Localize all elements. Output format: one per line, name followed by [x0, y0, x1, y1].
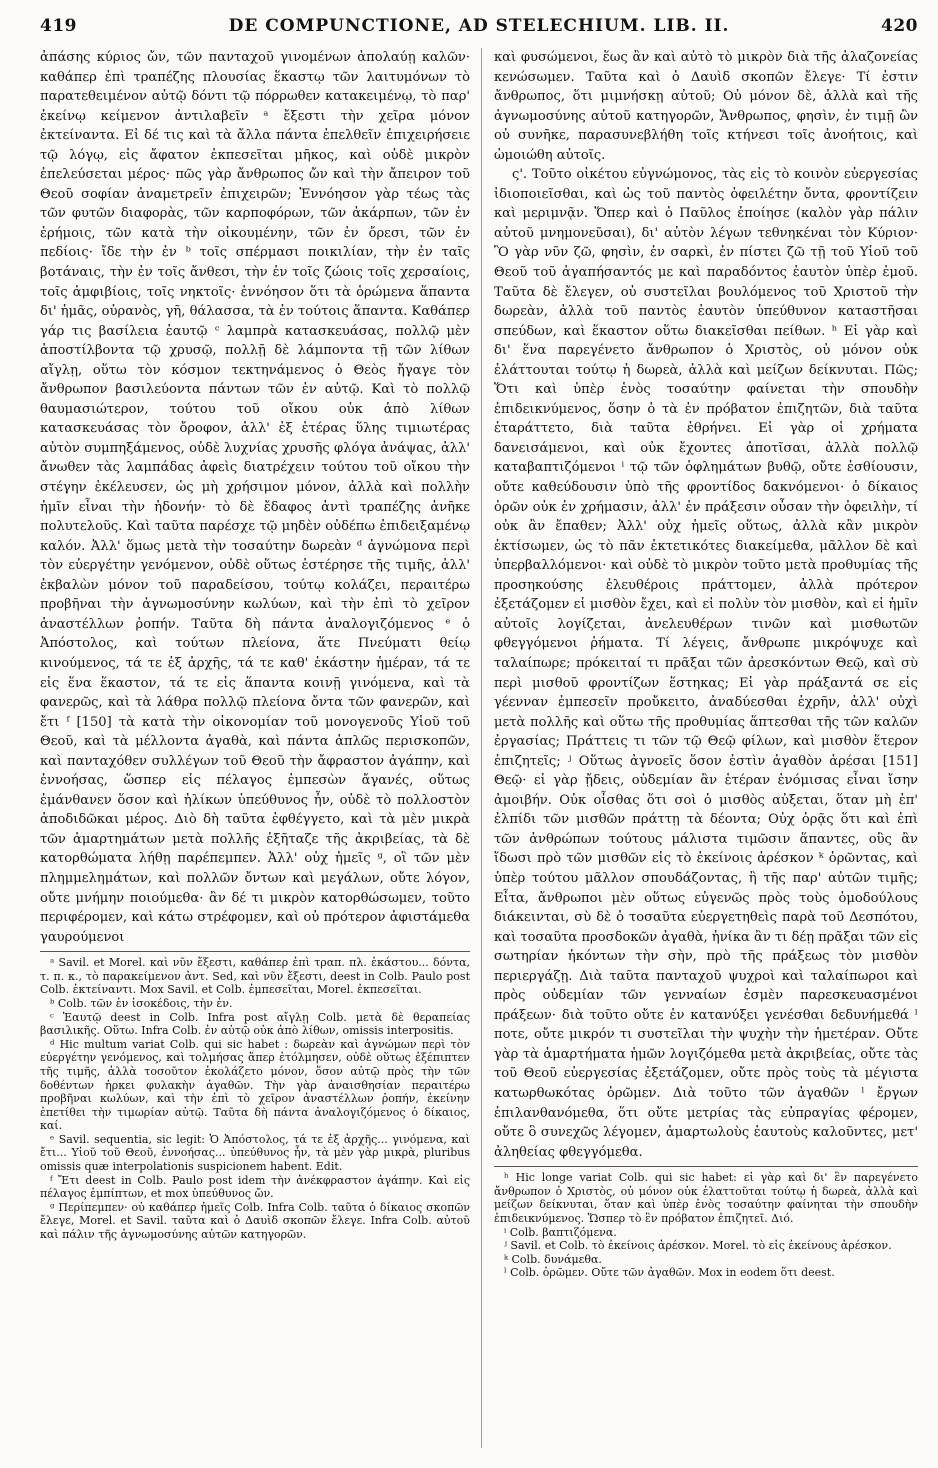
footnote: ʰ Hic longe variat Colb. qui sic habet: εἰ γὰρ καὶ δι' ἓν παρεγένετο ἄνθρωπον ὁ Χριστὸς, οὐ μόνον οὐκ ἐλαττοῦται τούτῳ ἡ δωρεὰ, ἀλλὰ καὶ μείζων δείκνυται, ὅταν καὶ ὑπὲρ ἑνὸς τοσαύτην φαίνηται τὴν σπουδὴν ἐπιδεικνύμενος. Ὥσπερ τὸ ἓν πρόβατον ἐπιζητεῖ. Διό.: [494, 1171, 918, 1225]
running-title: DE COMPUNCTIONE, AD STELECHIUM. LIB. II.: [228, 16, 730, 36]
footnote: ᵏ Colb. δυνάμεθα.: [504, 1252, 602, 1266]
footnote: ᵇ Colb. τῶν ἐν ἰσοκέδοις, τὴν ἐν.: [50, 996, 233, 1010]
footnote-separator: [494, 1166, 918, 1167]
footnote: ᵉ Savil. sequentia, sic legit: Ὁ Ἀπόστολος, τά τε ἐξ ἀρχῆς... γινόμενα, καὶ ἔτι... Υἱοῦ τοῦ Θεοῦ, ἐννοήσας... ὑπεύθυνος ἦν, τὰ μὲν γὰρ μικρὰ, pluribus omissis quæ interpolationis suspicionem habent. Edit.: [40, 1132, 470, 1174]
footnote: ᶜ Ἑαυτῷ deest in Colb. Infra post αἴγλῃ Colb. μετὰ δὲ θεραπείας βασιλικῆς. Οὕτω. Infra Colb. ἐν αὐτῷ οὐκ ἀπὸ λίθων, omissis interpositis.: [40, 1010, 470, 1038]
footnote: ᶠ Ἔτι deest in Colb. Paulo post idem τὴν ἀνέκφραστον ἀγάπην. Καὶ εἰς πέλαγος ἐμπίπτων, et mox ὑπεύθυνος ὤν.: [40, 1173, 470, 1201]
footnote: ⁱ Colb. βαπτιζόμενα.: [504, 1225, 617, 1239]
footnote: ʲ Savil. et Colb. τὸ ἐκείνοις ἀρέσκον. Morel. τὸ εἰς ἐκείνους ἀρέσκον.: [504, 1239, 892, 1253]
footnote: ˡ Colb. ὁρῶμεν. Οὔτε τῶν ἀγαθῶν. Mox in eodem ὅτι deest.: [504, 1266, 835, 1280]
page-number-left: 419: [40, 16, 77, 36]
left-footnotes: [40, 956, 470, 1241]
running-header: [40, 16, 918, 42]
footnote: ᵃ Savil. et Morel. καὶ νῦν ἔξεστι, καθάπερ ἐπὶ τραπ. πλ. ἑκάστου... δόντα, τ. π. κ., τὸ παρακείμενον ἀντ. Sed, καὶ νῦν ἔξεστι, deest in Colb. Paulo post Colb. ἐκτείναντι. Mox Savil. et Colb. ἐμπεσεῖται, Morel. ἐκπεσεῖται.: [40, 956, 470, 997]
column-divider: [481, 48, 482, 1448]
right-paragraph: καὶ φυσώμενοι, ἕως ἂν καὶ αὐτὸ τὸ μικρὸν διὰ τῆς ἀλαζονείας κενώσωμεν. Ταῦτα καὶ ὁ Δαυὶδ σκοπῶν ἔλεγε· Τί ἐστιν ἄνθρωπος, ὅτι μιμνήσκῃ αὐτοῦ; Οὐ μόνον δὲ, ἀλλὰ καὶ τῆς ἀγνωμοσύνης αὐτοῦ κατηγορῶν, Ἄνθρωπος, φησὶν, ἐν τιμῇ ὢν οὐ συνῆκε, παρασυνεβλήθη τοῖς κτήνεσι τοῖς ἀνοήτοις, καὶ ὡμοιώθη αὐτοῖς.: [494, 50, 918, 163]
left-body: [40, 48, 470, 947]
right-footnotes: [494, 1171, 918, 1280]
right-column: [494, 48, 918, 1450]
page-number-right: 420: [881, 16, 918, 36]
footnote-separator: [40, 951, 470, 952]
left-paragraph: ἀπάσης κύριος ὤν, τῶν πανταχοῦ γινομένων ἀπολαύῃ καλῶν· καθάπερ ἐπὶ τραπέζης πλουσίας ἕκαστῳ τῶν λαιτυμόνων τὸ παρατεθειμένον αὐτῷ δόντι τῷ πόρρωθεν κατακειμένῳ, τὸ παρ' ἐκείνῳ κείμενον ἀντιλαβεῖν ᵃ ἔξεστι τὴν χεῖρα μόνον ἐκτείναντα. Εἰ δέ τις καὶ τὰ ἄλλα πάντα ἐπελθεῖν ἐπιχειρήσειε τῷ λόγῳ, εἰς ἄφατον ἐκπεσεῖται μῆκος, καὶ οὐδὲ μικρὸν ἐπελεύσεται μέρος· πῶς γὰρ ἄνθρωπος ὤν καὶ τὴν ἄπειρον τοῦ Θεοῦ σοφίαν ἀναμετρεῖν ἐπιχειρῶν; Ἐννόησον γὰρ τέως τὰς τῶν φυτῶν διαφορὰς, τῶν καρποφόρων, τῶν ἀκάρπων, τῶν ἐν ἐρήμοις, τῶν κατὰ τὴν οἰκουμένην, τῶν ἐν ὄρεσι, τῶν ἐν πεδίοις· ἴδε τὴν ἐν ᵇ τοῖς σπέρμασι ποικιλίαν, τὴν ἐν ταῖς βοτάναις, τὴν ἐν τοῖς ἄνθεσι, τὴν ἐν τοῖς ζώοις τοῖς χερσαίοις, τοῖς ἀμφιβίοις, τοῖς νηκτοῖς· ἐννόησον ὅτι τὰ ὁρώμενα ἅπαντα δι' ἡμᾶς, οὐρανὸς, γῆ, θάλασσα, τὰ ἐν τούτοις ἅπαντα. Καθάπερ γάρ τις βασίλεια ἑαυτῷ ᶜ λαμπρὰ κατασκευάσας, πολλῷ μὲν ἀποστίλβοντα τῷ χρυσῷ, πολλῇ δὲ λάμποντα τῇ τῶν λίθων αἴγλῃ, οὕτω τὸν κόσμον τεκτηνάμενος ὁ Θεὸς ἤγαγε τὸν ἄνθρωπον βασιλεύοντα πάντων τῶν ἐν αὐτῷ. Καὶ τὸ πολλῷ θαυμασιώτερον, τούτου τοῦ οἴκου οὐκ ἀπὸ λίθων κατασκευάσας τὸν ὄροφον, ἀλλ' ἐξ ἑτέρας ὕλης τιμιωτέρας αὐτὸν συμπηξάμενος, οὐδὲ λυχνίας χρυσῆς φλόγα ἀνάψας, ἀλλ' ἄνωθεν τὰς λαμπάδας ἀφεὶς διατρέχειν τούτου τοῦ οἴκου τὴν στέγην ἐκέλευσεν, ὡς μὴ χρήσιμον μόνον, ἀλλὰ καὶ πολλὴν ἡμῖν εἶναι τὴν ἡδονήν· τὸ δὲ ἔδαφος ἀντὶ τραπέζης ἀνῆκε πολυτελοῦς. Καὶ ταῦτα παρέσχε τῷ μηδὲν οὐδέπω ἐπιδειξαμένῳ καλόν. Ἀλλ' ὅμως μετὰ τὴν τοσαύτην δωρεὰν ᵈ ἀγνώμονα περὶ τὸν εὐεργέτην γενόμενον, οὐδὲ οὕτως ἐστέρησε τῆς τιμῆς, ἀλλ' ἐκβαλὼν μόνον τοῦ παραδείσου, τούτῳ κολάζει, περαιτέρω προβῆναι τὴν ἀγνωμοσύνην κωλύων, καὶ τὴν ἐπὶ τὸ χεῖρον ἀναστέλλων ῥοπήν. Ταῦτα δὴ πάντα ἀναλογιζόμενος ᵉ ὁ Ἀπόστολος, καὶ τούτων πλείονα, ἅτε Πνεύματι θείῳ κινούμενος, τά τε ἐξ ἀρχῆς, τά τε καθ' ἑκάστην ἡμέραν, τά τε εἰς ἕνα ἕκαστον, τά τε εἰς ἅπαντα κοινῇ γινόμενα, καὶ τὰ φανερῶς, καὶ τὰ λάθρα πολλῷ πλείονα ὄντα τῶν φανερῶν, καὶ ἔτι ᶠ [150] τὰ κατὰ τὴν οἰκονομίαν τοῦ μονογενοῦς Υἱοῦ τοῦ Θεοῦ, καὶ τὰ μέλλοντα ἀγαθὰ, καὶ πάντα ἁπλῶς περισκοπῶν, καὶ πανταχόθεν συλλέγων τοῦ Θεοῦ τὴν ἄφραστον ἀγάπην, καὶ ἐννοήσας, ὥσπερ εἰς πέλαγος ἐμπεσὼν ἄγανές, οὕτως ἐμάνθανεν ὅσον καὶ ἡλίκων ὑπεύθυνος ἦν, οὐδὲ τὸ πολλοστὸν ἀποδιδῶκαι μέρος. Διὸ δὴ ταῦτα ἐφθέγγετο, καὶ τὰ μὲν μικρὰ τῶν ἁμαρτημάτων μετὰ πολλῆς ἐξῆταζε τῆς ἀκριβείας, τὰ δὲ κατορθώματα λήθῃ παρέπεμπεν. Ἀλλ' οὐχ ἡμεῖς ᵍ, οἳ τῶν μὲν πλημμελημάτων, καὶ πολλῶν ὄντων καὶ μεγάλων, οὔτε λόγον, οὔτε μνήμην ποιούμεθα· ἂν δέ τι μικρὸν κατορθώσωμεν, τοῦτο περιφέρομεν, καὶ κάτω στρέφομεν, καὶ οὐ πρότερον ἀφιστάμεθα γαυρούμενοι: [40, 50, 470, 945]
footnote: ᵈ Hic multum variat Colb. qui sic habet : δωρεὰν καὶ ἀγνώμων περὶ τὸν εὐεργέτην γενόμενος, καὶ τολμήσας ἅπερ ἐτόλμησεν, οὐδὲ οὕτως ἐξέπιπτεν τῆς τιμῆς, ἀλλὰ τοσοῦτον ἐκολάζετο μόνον, ὅσον αὐτῷ πρὸς τὴν τῶν δοθέντων ἠρκει φυλακὴν ἀγαθῶν. Τὴν γὰρ ἀναισθησίαν περαιτέρω προβῆναι κωλύων, καὶ τὴν ἐπὶ τὸ χεῖρον ἀναστέλλων ῥοπήν, ἐκείνην ἐπετίθει τὴν τιμωρίαν αὐτῷ. Ταῦτα δὴ πάντα ἀναλογιζόμενος ὁ δίκαιος, καί.: [40, 1037, 470, 1133]
right-paragraph: ς'. Τοῦτο οἰκέτου εὐγνώμονος, τὰς εἰς τὸ κοινὸν εὐεργεσίας ἰδιοποιεῖσθαι, καὶ ὡς τοῦ παντὸς ὀφειλέτην ὄντα, φροντίζειν καὶ μεριμνᾷν. Ὅπερ καὶ ὁ Παῦλος ἐποίησε (καλὸν γὰρ πάλιν αὐτοῦ μνημονεῦσαι), δι' αὐτὸν λέγων τεθνηκέναι τὸν Κύριον· Ὃ γὰρ νῦν ζῶ, φησὶν, ἐν σαρκὶ, ἐν πίστει ζῶ τῇ τοῦ Υἱοῦ τοῦ Θεοῦ τοῦ ἀγαπήσαντός με καὶ παραδόντος ἑαυτὸν ὑπὲρ ἐμοῦ. Ταῦτα δὲ ἔλεγεν, οὐ συστεῖλαι βουλόμενος τοῦ Χριστοῦ τὴν δωρεὰν, ἀλλὰ τοῦ παντὸς ἑαυτὸν ὑπεύθυνον καταστῆσαι σπεύδων, καὶ ἕκαστον οὕτω διακεῖσθαι πείθων. ʰ Εἰ γὰρ καὶ δι' ἕνα παρεγένετο ἄνθρωπον ὁ Χριστὸς, οὐ μόνον οὐκ ἐλάττουται τούτῳ ἡ δωρεὰ, ἀλλὰ καὶ μείζων δείκνυται. Πῶς; Ὅτι καὶ ὑπὲρ ἑνὸς τοσαύτην φαίνεται τὴν σπουδὴν ἐπιδεικνύμενος, ὅσην ὁ τὰ ἐν πρόβατον ἐπιζητῶν, διὰ ταῦτα ἐταράττετο, διὰ ταῦτα ἐθρήνει. Εἰ γὰρ οἱ χρήματα δανεισάμενοι, καὶ οὐκ ἔχοντες ἀποτῖσαι, ἀλλὰ πολλῷ καταβαπτιζόμενοι ⁱ τῷ τῶν ὀφλημάτων βυθῷ, οὔτε ἐσθίουσιν, οὔτε καθεύδουσιν ὑπὸ τῆς φροντίδος δακνόμενοι· ὁ δίκαιος ὁρῶν οὐκ ἐν χρήμασιν, ἀλλ' ἐν πράξεσιν οὖσαν τὴν ὀφειλὴν, τί οὐκ ἂν ἔπαθεν; Ἀλλ' οὐχ ἡμεῖς οὕτως, ἀλλὰ κἂν μικρὸν ἐκτίσωμεν, ὡς τὸ πᾶν ἐκτετικότες διακείμεθα, μᾶλλον δὲ καὶ ὑπερβαλλόμενοι· καὶ οὐδὲ τὸ μικρὸν τοῦτο μετὰ προθυμίας τῆς προσηκούσης ἐλευθέροις πράττομεν, ἀλλὰ πρότερον ἐξετάζομεν εἰ μισθὸν ἔχει, καὶ εἰ πολὺν τὸν μισθὸν, καὶ εἰ ἡμῖν αὐτοῖς λογίζεται, ἀνελευθέρων τινῶν καὶ μισθωτῶν φθεγγόμενοι ῥήματα. Τί λέγεις, ἄνθρωπε μικρόψυχε καὶ ταλαίπωρε; πρόκειταί τι πρᾶξαι τῶν ἀρεσκόντων Θεῷ, καὶ σὺ περὶ μισθοῦ φροντίζων ἕστηκας; Εἰ γὰρ πράξαντά σε εἰς γέενναν ἐμπεσεῖν προὔκειτο, ἀναδύεσθαι ἐχρῆν, ἀλλ' οὐχὶ μετὰ πολλῆς καὶ οὕτω τῆς προθυμίας ἅπτεσθαι τῆς τῶν καλῶν ἐργασίας; Πράττεις τι τῶν τῷ Θεῷ φίλων, καὶ μισθὸν ἕτερον ἐπιζητεῖς; ʲ Οὕτως ἀγνοεῖς ὅσον ἐστὶν ἀγαθὸν ἀρέσαι [151] Θεῷ· εἰ γὰρ ᾔδεις, οὐδεμίαν ἂν ἑτέραν ἐνόμισας εἶναι ἴσην ἀμοιβήν. Οὐκ οἶσθας ὅτι σοὶ ὁ μισθὸς αὐξεται, ὅταν μὴ ἐπ' ἐλπίδι τῶν μισθῶν πράττῃ τὰ δέοντα; Οὐχ ὁρᾷς ὅτι καὶ ἐπὶ τῶν ἀνθρώπων τούτους μάλιστα τιμῶσιν ἅπαντες, οὓς ἂν ἴδωσι πρὸ τῶν μισθῶν εἰς τὸ ἐκείνοις ἀρέσκον ᵏ ὁρῶντας, καὶ ὑπὲρ τούτου μᾶλλον σπουδάζοντας, ἢ τῆς παρ' αὐτῶν τιμῆς; Εἶτα, ἄνθρωποι μὲν οὕτως εὐγενῶς πρὸς τοὺς ὁμοδούλους διάκεινται, σὺ δὲ ὁ τοσαῦτα εὐεργετηθεὶς παρὰ τοῦ Δεσπότου, καὶ τοσαῦτα προσδοκῶν ἀγαθὰ, ἡνίκα ἂν τι δέῃ πρᾶξαι τῶν εἰς σωτηρίαν ἡκόντων τὴν σὴν, πρὸ τῆς πράξεως τὸν μισθὸν περιεργάζῃ. Διὰ ταῦτα πανταχοῦ ψυχροὶ καὶ ταλαίπωροι καὶ πρὸς οὐδεμίαν τῶν γενναίων ἐσμὲν παρεσκευασμένοι πράξεων· διὰ τοῦτο οὔτε ἐν κατανύξει γενέσθαι δεδυνήμεθά ˡ ποτε, οὔτε μικρόν τι συστεῖλαι τὴν ψυχὴν τὴν ἡμετέραν. Οὔτε γὰρ τὰ ἁμαρτήματα ἡμῶν λογιζόμεθα μετὰ ἀκριβείας, οὔτε τὰς τοῦ Θεοῦ εὐεργεσίας ἐξετάζομεν, οὔτε πρὸς τοὺς τὰ μέγιστα κατωρθωκότας ὁρῶμεν. Διὰ τοῦτο τῶν ἀγαθῶν ˡ ἔργων ἐπιλανθανόμεθα, ὅτι οὔτε μετρίας τὰς εὐπραγίας φέρομεν, οὔτε ὃ συνεχῶς λέγομεν, ἁμαρτωλοὺς ἑαυτοὺς καλοῦντες, μετ' ἀληθείας φθεγγόμεθα.: [494, 167, 918, 1160]
footnote: ᵍ Περίπεμπεν· οὐ καθάπερ ἡμεῖς Colb. Infra Colb. ταῦτα ὁ δίκαιος σκοπῶν ἔλεγε, Morel. et Savil. ταῦτα καὶ ὁ Δαυὶδ σκοπῶν ἔλεγε. Infra Colb. αὐτοῦ καὶ πάλιν τῆς ἀγνωμοσύνης αὐτῶν κατηγορῶν.: [40, 1200, 470, 1242]
right-body: [494, 48, 918, 1162]
left-column: [40, 48, 470, 1450]
